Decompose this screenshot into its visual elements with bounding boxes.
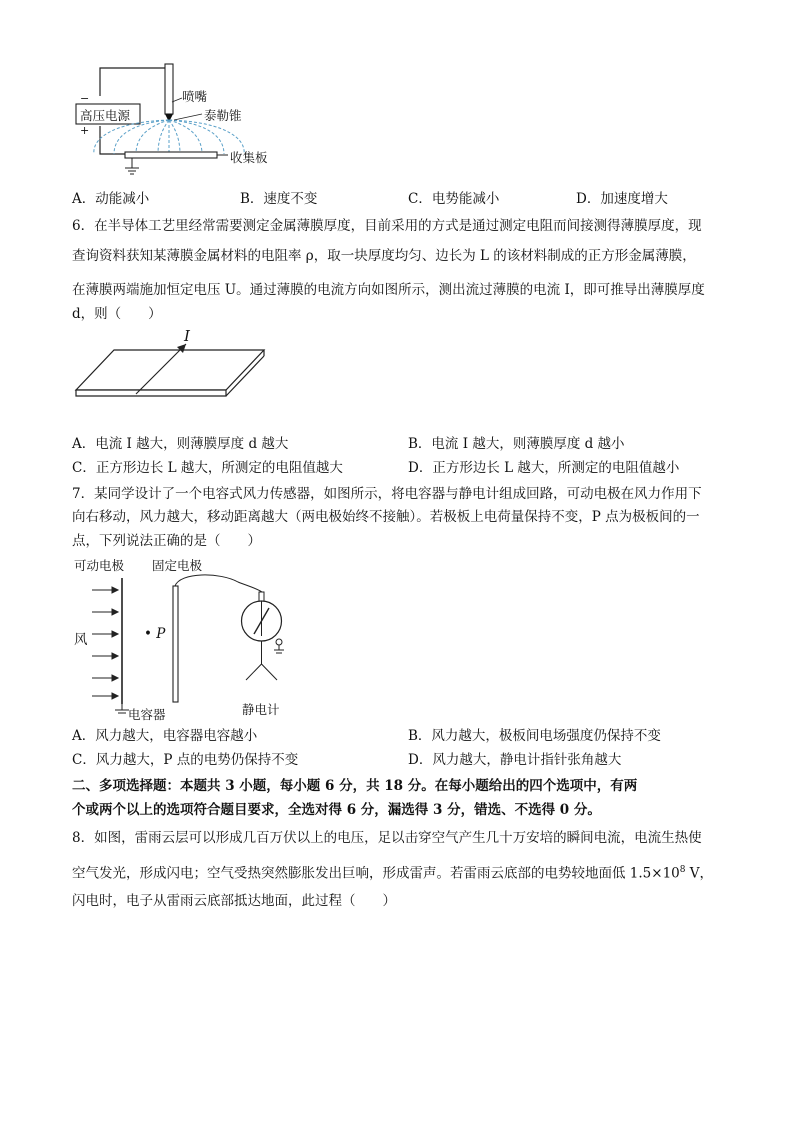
q7-option-a: A．风力越大，电容器电容越小 xyxy=(72,728,258,744)
capacitor-label: 电容器 xyxy=(128,707,166,722)
q7-option-c: C．风力越大，P 点的电势仍保持不变 xyxy=(72,752,299,768)
nozzle-label: 喷嘴 xyxy=(182,89,208,104)
q8-exponent: 8 xyxy=(679,865,686,875)
q7-option-d: D．风力越大，静电计指针张角越大 xyxy=(408,752,622,768)
section-2-heading-line-2: 个或两个以上的选项符合题目要求，全选对得 6 分，漏选得 3 分，错选、不选得 0 分。 xyxy=(72,802,601,818)
q6-option-a: A．电流 I 越大，则薄膜厚度 d 越大 xyxy=(72,436,289,452)
minus-label: − xyxy=(80,92,90,105)
wind-label: 风 xyxy=(74,632,88,648)
collector-plate-label: 收集板 xyxy=(230,150,268,165)
q8-line2-unit: V， xyxy=(685,865,714,882)
q6-stem-line-1: 6．在半导体工艺里经常需要测定金属薄膜厚度，目前采用的方式是通过测定电阻而间接测得薄膜厚度，现 xyxy=(72,218,702,234)
q7-stem-line-3: 点，下列说法正确的是（ ） xyxy=(72,533,261,549)
thin-film-figure xyxy=(74,328,274,412)
q5-option-b: B．速度不变 xyxy=(240,191,318,207)
q5-option-a: A．动能减小 xyxy=(72,191,150,207)
q8-stem-line-1: 8．如图，雷雨云层可以形成几百万伏以上的电压，足以击穿空气产生几十万安培的瞬间电流，电流生热使 xyxy=(72,830,702,846)
power-source-label: 高压电源 xyxy=(80,108,131,123)
q8-line2-text: 空气发光，形成闪电；空气受热突然膨胀发出巨响，形成雷声。若雷雨云底部的电势较地面低 1.5×10 xyxy=(72,865,680,882)
wind-sensor-figure xyxy=(70,568,310,716)
q7-stem-line-2: 向右移动，风力越大，移动距离越大（两电极始终不接触）。若极板上电荷量保持不变，P 点为极板间的一 xyxy=(72,509,700,525)
q7-option-b: B．风力越大，极板间电场强度仍保持不变 xyxy=(408,728,661,744)
point-p-label: • P xyxy=(144,626,166,642)
q6-option-d: D．正方形边长 L 越大，所测定的电阻值越小 xyxy=(408,460,680,476)
q6-stem-line-4: d，则（ ） xyxy=(72,306,162,322)
current-label: I xyxy=(184,327,190,345)
q7-stem-line-1: 7．某同学设计了一个电容式风力传感器，如图所示，将电容器与静电计组成回路，可动电极在风力作用下 xyxy=(72,486,702,502)
q6-stem-line-2: 查询资料获知某薄膜金属材料的电阻率 ρ，取一块厚度均匀、边长为 L 的该材料制成的正方形金属薄膜， xyxy=(72,248,696,264)
q6-option-b: B．电流 I 越大，则薄膜厚度 d 越小 xyxy=(408,436,625,452)
taylor-cone-label: 泰勒锥 xyxy=(204,108,242,123)
section-2-heading-line-1: 二、多项选择题：本题共 3 小题，每小题 6 分，共 18 分。在每小题给出的四个选项中，有两 xyxy=(72,778,638,794)
q5-option-d: D．加速度增大 xyxy=(576,191,668,207)
movable-electrode-label: 可动电极 xyxy=(74,558,125,573)
fixed-electrode-label: 固定电极 xyxy=(152,558,203,573)
q8-stem-line-3: 闪电时，电子从雷雨云底部抵达地面，此过程（ ） xyxy=(72,893,396,909)
q6-stem-line-3: 在薄膜两端施加恒定电压 U。通过薄膜的电流方向如图所示，测出流过薄膜的电流 I，即可推导出薄膜厚度 xyxy=(72,282,705,298)
plus-label: + xyxy=(80,124,90,137)
q8-stem-line-2 xyxy=(72,860,713,884)
q6-option-c: C．正方形边长 L 越大，所测定的电阻值越大 xyxy=(72,460,343,476)
q5-option-c: C．电势能减小 xyxy=(408,191,500,207)
electrometer-label: 静电计 xyxy=(242,702,280,717)
